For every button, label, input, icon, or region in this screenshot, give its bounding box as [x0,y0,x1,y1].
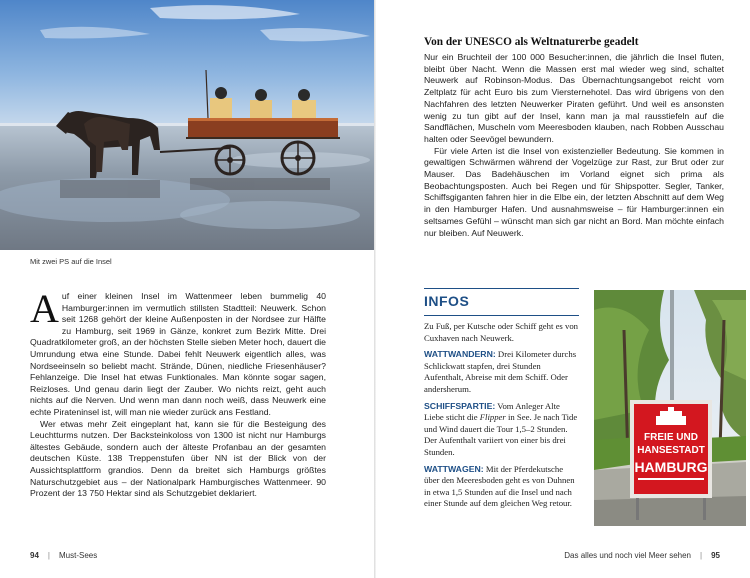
infos-box [424,288,579,510]
infos-intro: Zu Fuß, per Kutsche oder Schiff geht es von Cuxhaven nach Neuwerk. [424,321,579,343]
article-text [424,52,724,239]
hamburg-sign-photo [594,290,746,526]
unesco-article [424,36,724,239]
sign-line-3: HAMBURG [634,459,708,475]
photo-caption: Mit zwei PS auf die Insel [30,257,112,266]
infos-label: WATTWAGEN: [424,463,484,474]
article-paragraph-2: Für viele Arten ist die Insel von existenzieller Bedeutung. Sie kommen in gewaltigen Schwärmen während der Vogelzüge zur Rast, zur Brut oder zur Mauser. Das Badehäuschen im Vorland eignet sich prima als Beobachtungsposten. Auch bei Regen und für Shipspotter. Segler, Tanker, Schiffsgiganten fahren hier in die Elbe ein, der letzten Abschnitt auf dem Weg in den Hamburger Hafen. Und ausnahmsweise – für Hamburger:innen ein seltsames Gefühl – wünscht man sich gar nicht an Bord. Man möchte einfach nur bleiben. Auf Neuwerk. [424,145,724,238]
infos-label: WATTWANDERN: [424,349,496,360]
horse-carriage-photo [0,0,375,250]
drop-cap: A [30,286,59,331]
folio-separator: | [700,551,703,560]
folio-right [564,551,720,560]
folio-left [30,551,97,560]
sign-line-2: HANSESTADT [637,445,705,456]
running-head: Must-Sees [58,551,98,560]
folio-separator: | [47,551,50,560]
article-paragraph-1: Nur ein Bruchteil der 100 000 Besucher:innen, die jährlich die Insel fluten, bleibt über Nacht. Wenn die Massen erst mal wieder weg sind, schaltet Neuwerk auf Robinson-Modus. Das Übernachtungsangebot reicht vom Zeltplatz für acht Euro bis zum Viersternehotel. Das wird übrigens von den Nachfahren des letzten Neuwerker Piraten geführt. Und weil es ansonsten wenig zu tun gibt auf der Insel, kann man ja mal rausstiefeln auf die Sandflächen, Muscheln vom Meeresboden klauben, nach Robben Ausschau halten oder Seevögel bewundern. [424,52,724,144]
running-head: Das alles und noch viel Meer sehen [564,551,692,560]
infos-item-wattwagen: WATTWAGEN: Mit der Pferdekutsche über den Meeresboden geht es von Duhnen in etwa 1,5 Stunden auf die Insel und nach einer Stunde auf dem gleichen Weg retour. [424,463,575,509]
infos-item-schiffspartie: SCHIFFSPARTIE: Vom Anleger Alte Liebe sticht die Flipper in See. Je nach Tide und Wind dauert die Tour 1,5–2 Stunden. Der Aufenthalt variiert von einer bis drei Stunden. [424,400,578,457]
left-paragraph-1: Auf einer kleinen Insel im Wattenmeer leben bummelig 40 Hamburger:innen im vermutlich stillsten Stadtteil: Neuwerk. Schon seit 1268 gehört der kleine Außenposten in der Nordsee zur Hälfte zu Hamburg, seit 1969 in Gänze, konkret zum Bezirk Mitte. Drei Quadratkilometer groß, an der höchsten Stelle sieben Meter hoch, dauert die Umrundung etwa eine Stunde. Dabei fehlt Neuwerk eigentlich alles, was Nordseeinseln so beliebt macht. Strände, Dünen, niedliche Friesenhäuser? Fehlanzeige. Die Insel hat etwas Funktionales. Man könnte sogar sagen, Reizloses. Und genau darin liegt der Zauber. Wo nichts reizt, geht auch nichts auf die Nerven. Und wenn man dann noch weiß, dass Neuwerk eine echte Pirateninsel ist, will man nie wieder zurück ans Festland. [30,286,326,417]
page-number: 95 [711,551,720,560]
article-heading: Von der UNESCO als Weltnaturerbe geadelt [424,36,639,48]
infos-label: SCHIFFSPARTIE: [424,400,496,411]
left-paragraph-2: Wer etwas mehr Zeit eingeplant hat, kann sie für die Besteigung des Leuchtturms nutzen. Der Backsteinkoloss von 1300 ist nicht nur Hamburgs ältestes Gebäude, sondern auch der älteste Profanbau an der gesamten deutschen Küste. 138 Treppenstufen über NN ist der Blick von der Aussichtsplattform grandios. Denn da breitet sich Hamburgs größtes Naturschutzgebiet aus – der Nationalpark Hamburgisches Wattenmeer. 90 Prozent der 13 750 Hektar sind als Schutzgebiet deklariert. [30,418,326,499]
ship-name: Flipper [479,412,506,423]
left-body-text [30,286,326,500]
infos-item-wattwandern: WATTWANDERN: Drei Kilometer durchs Schlickwatt stapfen, drei Stunden Aufenthalt, Abreise mit dem Schiff. Oder andersherum. [424,349,577,394]
infos-title: INFOS [424,289,579,316]
sign-line-1: FREIE UND [644,432,698,443]
page-number: 94 [30,551,39,560]
